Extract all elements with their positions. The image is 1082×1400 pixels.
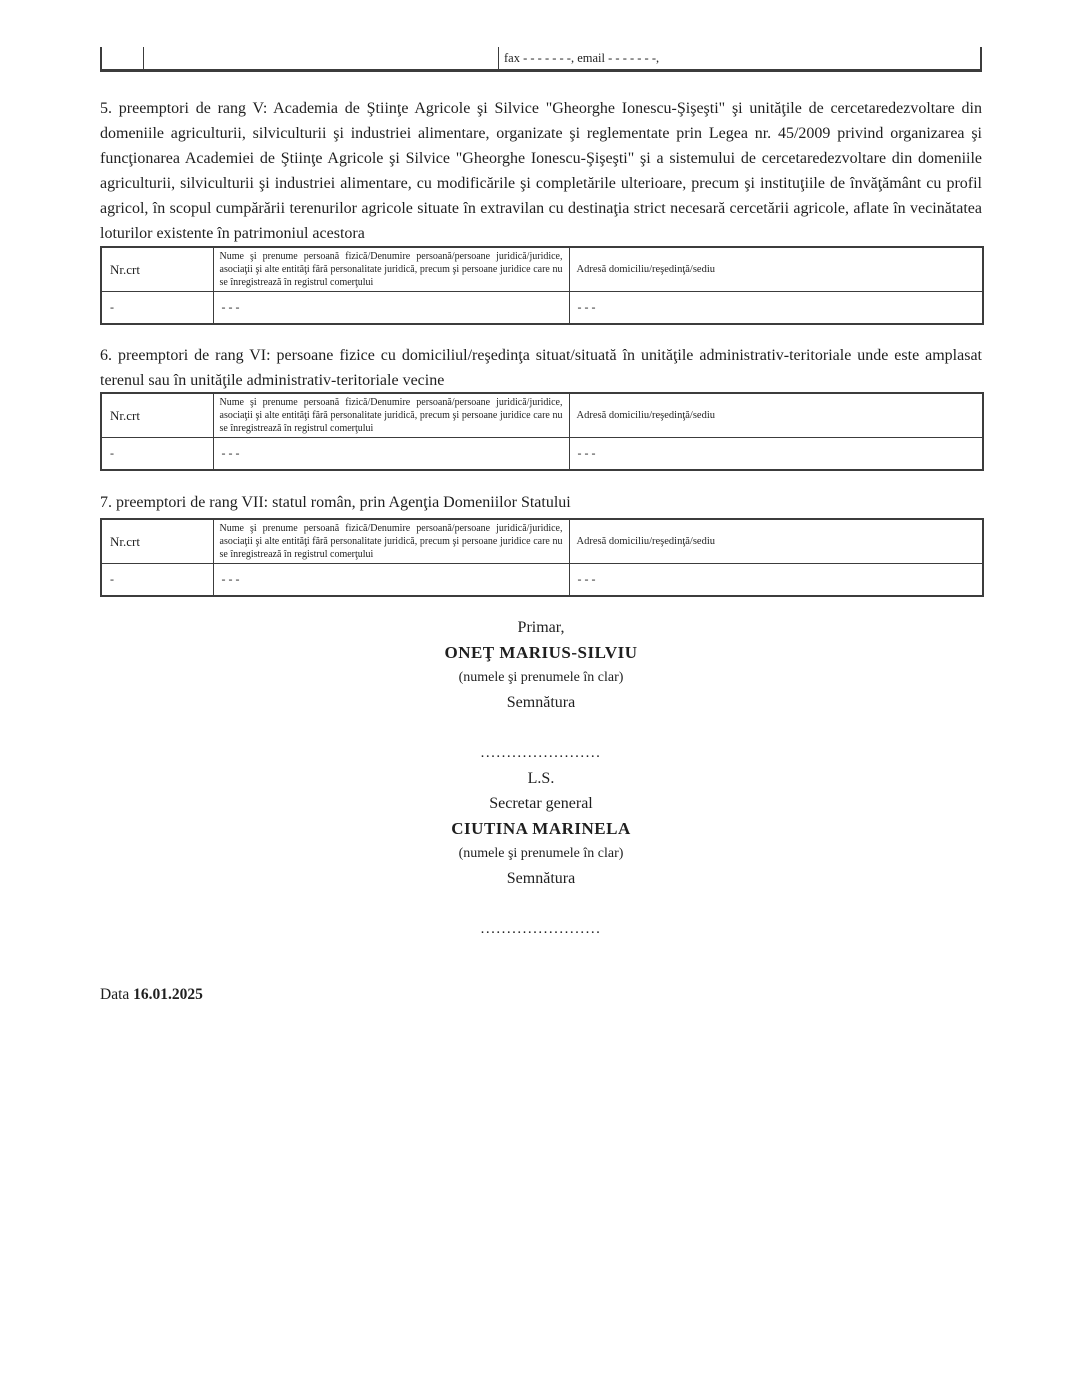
header-cell-address: Adresă domiciliu/reşedinţă/sediu bbox=[569, 247, 983, 292]
table-header-row bbox=[101, 393, 983, 438]
secretar-signature-label: Semnătura bbox=[506, 870, 576, 887]
header-cell-nrcrt: Nr.crt bbox=[101, 519, 213, 564]
contact-cell-fax-email: fax - - - - - - -, email - - - - - - -, bbox=[498, 47, 982, 69]
table-data-row bbox=[101, 292, 983, 324]
primar-name-note: (numele şi prenumele în clar) bbox=[458, 670, 624, 685]
contact-table-fragment bbox=[100, 47, 982, 72]
data-cell-nrcrt: - bbox=[101, 564, 213, 596]
primar-signature-label: Semnătura bbox=[506, 694, 576, 711]
paragraph-rang-7: 7. preemptori de rang VII: statul român, prin Agenţia Domeniilor Statului bbox=[100, 494, 571, 511]
preemptor-table-rang-5 bbox=[100, 246, 984, 325]
primar-signature-dots: ....................... bbox=[480, 745, 602, 761]
header-cell-name: Nume şi prenume persoană fizică/Denumire persoană/persoane juridică/juridice, asociaţii şi alte entităţi fără personalitate juridică, precum şi persoane juridice care nu se înregistrează în registrul comerţului bbox=[213, 393, 569, 438]
header-cell-address: Adresă domiciliu/reşedinţă/sediu bbox=[569, 393, 983, 438]
paragraph-rang-5: 5. preemptori de rang V: Academia de Ştiinţe Agricole şi Silvice "Gheorghe Ionescu-Şişeşti" şi unităţile de cercetaredezvoltare din domeniile agriculturii, silviculturii şi industriei alimentare, organizate şi reglementate prin Legea nr. 45/2009 privind organizarea şi funcţionarea Academiei de Ştiinţe Agricole şi Silvice "Gheorghe Ionescu-Şişeşti" şi a sistemului de cercetaredezvoltare din domeniile agriculturii, silviculturii şi industriei alimentare, cu modificările şi completările ulterioare, precum şi instituţiile de învăţământ cu profil agricol, în scopul cumpărării terenurilor agricole situate în extravilan cu destinaţia strict necesară cercetării agricole, aflate în vecinătatea loturilor existente în patrimoniul acestora bbox=[100, 100, 982, 242]
secretar-name-note: (numele şi prenumele în clar) bbox=[458, 846, 624, 861]
secretar-title: Secretar general bbox=[489, 795, 593, 812]
contact-cell-empty-1 bbox=[100, 47, 143, 69]
paragraph-rang-6: 6. preemptori de rang VI: persoane fizice cu domiciliul/reşedinţa situat/situată în unităţile administrativ-teritoriale unde este amplasat terenul sau în unităţile administrativ-teritoriale vecine bbox=[100, 347, 982, 389]
secretar-name: CIUTINA MARINELA bbox=[451, 819, 631, 838]
primar-title: Primar, bbox=[517, 619, 565, 636]
secretar-signature-dots: ....................... bbox=[480, 921, 602, 937]
data-cell-name: - - - bbox=[213, 438, 569, 470]
table-data-row bbox=[101, 438, 983, 470]
preemptor-table-rang-6 bbox=[100, 392, 984, 471]
table-data-row bbox=[101, 564, 983, 596]
header-cell-name: Nume şi prenume persoană fizică/Denumire persoană/persoane juridică/juridice, asociaţii şi alte entităţi fără personalitate juridică, precum şi persoane juridice care nu se înregistrează în registrul comerţului bbox=[213, 247, 569, 292]
data-cell-name: - - - bbox=[213, 564, 569, 596]
primar-name: ONEŢ MARIUS-SILVIU bbox=[444, 643, 638, 662]
header-cell-nrcrt: Nr.crt bbox=[101, 393, 213, 438]
contact-cell-empty-2 bbox=[143, 47, 498, 69]
data-cell-address: - - - bbox=[569, 564, 983, 596]
data-cell-nrcrt: - bbox=[101, 292, 213, 324]
table-header-row bbox=[101, 247, 983, 292]
data-cell-name: - - - bbox=[213, 292, 569, 324]
data-cell-nrcrt: - bbox=[101, 438, 213, 470]
preemptor-table-rang-7 bbox=[100, 518, 984, 597]
ls-label: L.S. bbox=[527, 770, 555, 787]
header-cell-name: Nume şi prenume persoană fizică/Denumire persoană/persoane juridică/juridice, asociaţii şi alte entităţi fără personalitate juridică, precum şi persoane juridice care nu se înregistrează în registrul comerţului bbox=[213, 519, 569, 564]
header-cell-address: Adresă domiciliu/reşedinţă/sediu bbox=[569, 519, 983, 564]
table-header-row bbox=[101, 519, 983, 564]
data-cell-address: - - - bbox=[569, 438, 983, 470]
date-label: Data bbox=[100, 986, 130, 1003]
data-cell-address: - - - bbox=[569, 292, 983, 324]
signature-block bbox=[0, 615, 1082, 942]
date-value: 16.01.2025 bbox=[133, 986, 203, 1003]
header-cell-nrcrt: Nr.crt bbox=[101, 247, 213, 292]
date-line bbox=[100, 983, 203, 1007]
